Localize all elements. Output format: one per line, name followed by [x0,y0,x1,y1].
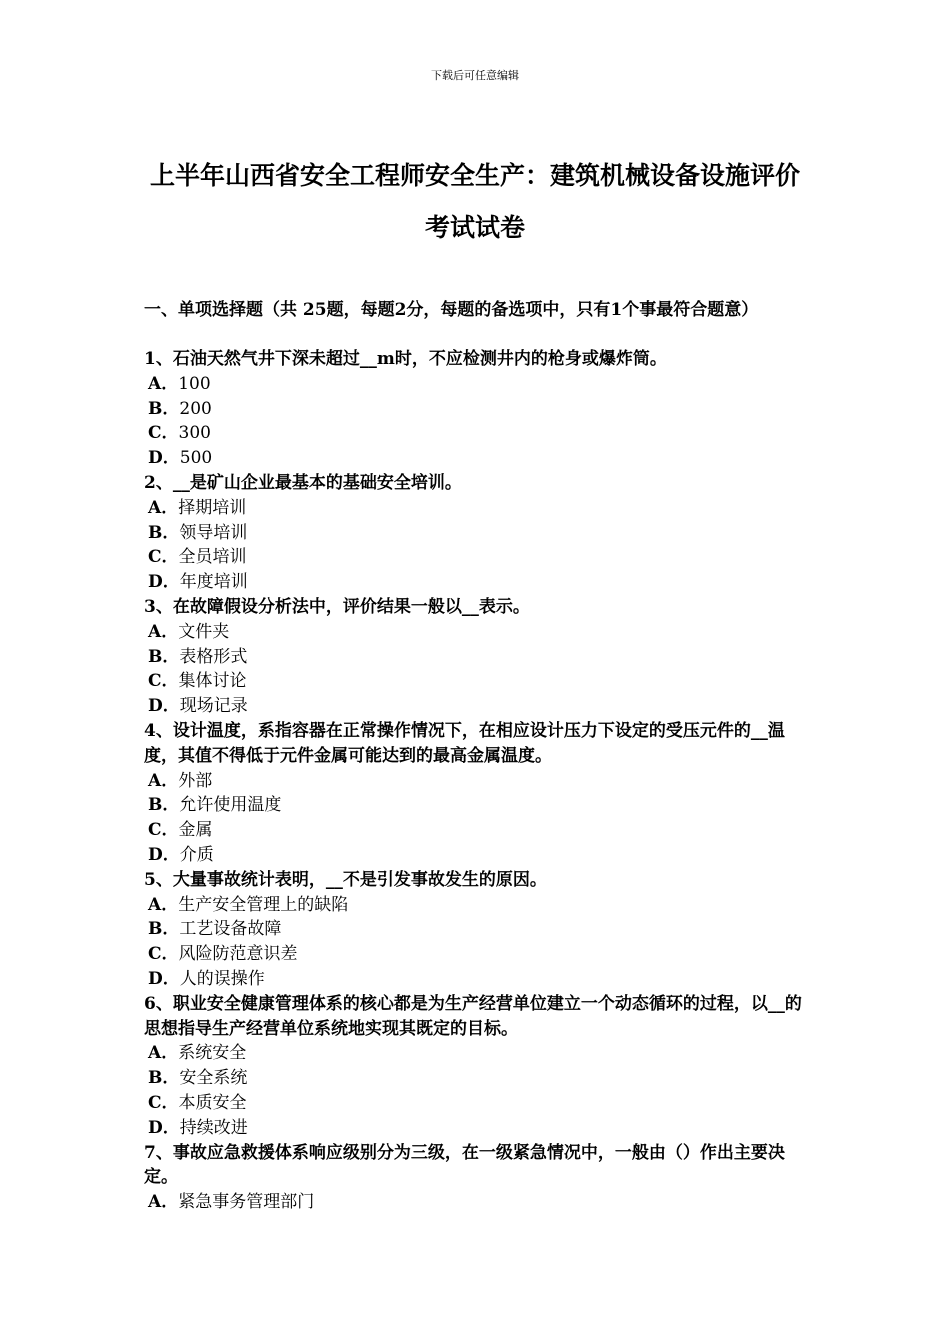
option-letter: D． [148,968,180,989]
option-text: 工艺设备故障 [179,919,282,940]
option-text: 生产安全管理上的缺陷 [178,894,349,915]
answer-option [144,521,814,546]
option-letter: A． [148,621,179,642]
answer-option [144,397,814,422]
answer-option [144,1116,814,1141]
option-text: 金属 [178,820,213,841]
option-text: 介质 [179,844,214,865]
option-text: 人的误操作 [179,968,265,989]
answer-option [144,893,814,918]
option-letter: A． [148,1192,179,1213]
option-letter: D． [148,696,180,717]
page-title: 上半年山西省安全工程师安全生产：建筑机械设备设施评价考试试卷 [149,161,800,242]
answer-option [144,645,814,670]
option-list [144,496,814,595]
option-letter: C． [148,1092,179,1113]
answer-option [144,917,814,942]
section-heading: 一、单项选择题（共 25题，每题2分，每题的备选项中，只有1个事最符合题意） [144,300,759,320]
answer-option [144,446,814,471]
option-letter: B． [148,646,180,667]
option-letter: C． [148,547,179,568]
answer-option [144,496,814,521]
option-letter: B． [148,522,180,543]
option-list [144,620,814,719]
option-text: 文件夹 [178,621,230,642]
option-text: 200 [179,398,212,419]
option-letter: D． [148,1117,180,1138]
answer-option [144,620,814,645]
option-list [144,1041,814,1140]
option-letter: D． [148,448,180,469]
option-text: 500 [179,448,213,469]
answer-option [144,570,814,595]
option-text: 集体讨论 [178,671,247,692]
question-text: 6、职业安全健康管理体系的核心都是为生产经营单位建立一个动态循环的过程，以__的思想指导生产经营单位系统地实现其既定的目标。 [144,993,802,1039]
option-text: 外部 [178,770,213,791]
answer-option [144,421,814,446]
option-list [144,372,814,471]
option-letter: C． [148,423,179,444]
answer-option [144,1041,814,1066]
option-text: 系统安全 [178,1043,247,1064]
question-text: 5、大量事故统计表明，__不是引发事故发生的原因。 [144,869,547,890]
option-list [144,1190,814,1215]
option-text: 全员培训 [178,547,247,568]
header-note: 下载后可任意编辑 [431,69,519,82]
option-list [144,769,814,868]
option-letter: D． [148,572,180,593]
question-block [144,868,814,992]
option-text: 年度培训 [179,572,248,593]
answer-option [144,694,814,719]
answer-option [144,1066,814,1091]
option-letter: A． [148,497,179,518]
answer-option [144,818,814,843]
option-text: 现场记录 [179,696,248,717]
option-letter: C． [148,944,179,965]
option-letter: B． [148,1068,180,1089]
option-letter: C． [148,671,179,692]
option-text: 表格形式 [179,646,248,667]
question-text: 2、__是矿山企业最基本的基础安全培训。 [144,472,462,493]
question-block [144,347,814,471]
question-text: 7、事故应急救援体系响应级别分为三级，在一级紧急情况中，一般由（）作出主要决定。 [144,1142,785,1188]
option-text: 持续改进 [179,1117,248,1138]
option-text: 风险防范意识差 [178,944,298,965]
answer-option [144,669,814,694]
question-block [144,992,814,1141]
option-letter: B． [148,398,180,419]
option-list [144,893,814,992]
option-text: 择期培训 [178,497,247,518]
option-text: 允许使用温度 [179,795,282,816]
answer-option [144,793,814,818]
option-text: 领导培训 [179,522,248,543]
answer-option [144,967,814,992]
answer-option [144,769,814,794]
question-block [144,1141,814,1215]
option-text: 本质安全 [178,1092,247,1113]
answer-option [144,942,814,967]
option-letter: B． [148,795,180,816]
option-text: 100 [178,373,211,394]
option-text: 安全系统 [179,1068,248,1089]
option-letter: A． [148,894,179,915]
answer-option [144,1190,814,1215]
question-text: 3、在故障假设分析法中，评价结果一般以__表示。 [144,596,530,617]
option-letter: D． [148,844,180,865]
answer-option [144,545,814,570]
question-text: 1、石油天然气井下深未超过__m时，不应检测井内的枪身或爆炸筒。 [144,349,667,369]
option-letter: A． [148,1043,179,1064]
answer-option [144,1091,814,1116]
option-text: 300 [178,423,211,444]
option-letter: B． [148,919,180,940]
option-text: 紧急事务管理部门 [178,1192,315,1213]
question-block [144,719,814,868]
question-text: 4、设计温度，系指容器在正常操作情况下，在相应设计压力下设定的受压元件的__温度，其值不得低于元件金属可能达到的最高金属温度。 [144,720,785,766]
question-block [144,471,814,595]
question-block [144,595,814,719]
option-letter: C． [148,820,179,841]
question-list [144,347,814,1215]
option-letter: A． [148,770,179,791]
answer-option [144,372,814,397]
option-letter: A． [148,373,179,394]
answer-option [144,843,814,868]
